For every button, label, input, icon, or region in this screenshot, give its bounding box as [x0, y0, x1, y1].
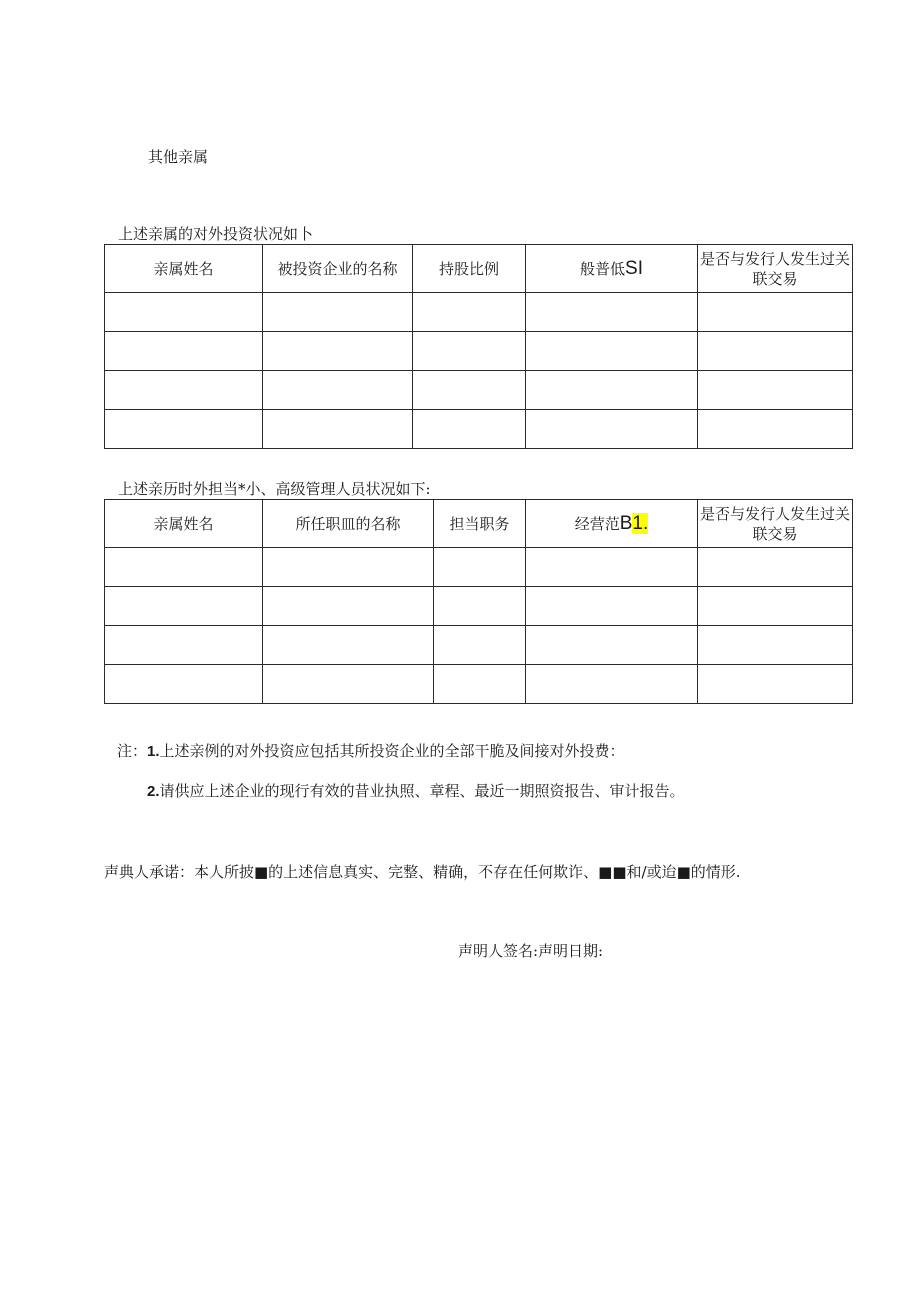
table-cell[interactable] — [526, 332, 698, 371]
header-business-scope-text: 般普低 — [580, 259, 626, 278]
table-cell[interactable] — [526, 410, 698, 449]
note-text: 上述亲例的对外投资应包括其所投资企业的全部干脆及间接对外投费： — [159, 742, 625, 760]
note-number: 1. — [147, 743, 160, 760]
note-text: 请供应上述企业的现行有效的昔业执照、章程、最近一期照资报告、审计报告。 — [159, 782, 685, 800]
table-cell[interactable] — [526, 371, 698, 410]
table-cell[interactable] — [105, 371, 263, 410]
table-row — [105, 293, 853, 332]
table-cell[interactable] — [413, 293, 526, 332]
table-cell[interactable] — [698, 587, 853, 626]
highlight-mark: 1. — [632, 512, 649, 534]
section-heading: 其他亲属 — [148, 148, 209, 166]
table-cell[interactable] — [105, 548, 263, 587]
table-cell[interactable] — [105, 332, 263, 371]
table-cell[interactable] — [698, 293, 853, 332]
table-row — [105, 548, 853, 587]
table-row — [105, 332, 853, 371]
header-business-scope — [526, 500, 698, 548]
table-cell[interactable] — [526, 665, 698, 704]
table-cell[interactable] — [263, 332, 413, 371]
position-table-caption: 上述亲历时外担当*小、高级管理人员状况如下: — [118, 480, 431, 498]
declaration-statement: 声典人承诺：本人所披■的上述信息真实、完整、精确，不存在任何欺诈、■■和/或迨■的情形. — [104, 863, 741, 881]
table-row — [105, 626, 853, 665]
position-table — [104, 499, 853, 704]
header-business-scope-suffix: B — [619, 512, 633, 534]
note-label: 注： — [117, 742, 148, 760]
header-relative-name: 亲属姓名 — [105, 245, 263, 293]
table-header-row — [105, 500, 853, 548]
table-cell[interactable] — [526, 626, 698, 665]
table-cell[interactable] — [105, 293, 263, 332]
note-item-1 — [117, 740, 625, 761]
header-business-scope-suffix: SI — [625, 257, 643, 279]
header-shareholding-ratio: 持股比例 — [413, 245, 526, 293]
table-cell[interactable] — [413, 371, 526, 410]
table-header-row — [105, 245, 853, 293]
table-cell[interactable] — [263, 626, 434, 665]
table-row — [105, 371, 853, 410]
table-cell[interactable] — [263, 371, 413, 410]
table-cell[interactable] — [526, 587, 698, 626]
table-cell[interactable] — [434, 665, 526, 704]
table-cell[interactable] — [263, 587, 434, 626]
investment-table — [104, 244, 853, 449]
table-cell[interactable] — [263, 548, 434, 587]
table-cell[interactable] — [526, 548, 698, 587]
table-cell[interactable] — [105, 626, 263, 665]
note-number: 2. — [147, 783, 160, 800]
table-cell[interactable] — [413, 410, 526, 449]
table-cell[interactable] — [698, 548, 853, 587]
header-employer-name: 所任职皿的名称 — [263, 500, 434, 548]
signature-date-line: 声明人签名:声明日期: — [458, 942, 604, 960]
header-related-transaction: 是否与发行人发生过关联交易 — [698, 500, 853, 548]
table-cell[interactable] — [263, 410, 413, 449]
table-cell[interactable] — [434, 626, 526, 665]
header-related-transaction: 是否与发行人发生过关联交易 — [698, 245, 853, 293]
investment-table-caption: 上述亲属的对外投资状况如卜 — [118, 225, 314, 243]
header-relative-name: 亲属姓名 — [105, 500, 263, 548]
table-cell[interactable] — [698, 626, 853, 665]
table-cell[interactable] — [434, 548, 526, 587]
table-cell[interactable] — [526, 293, 698, 332]
table-cell[interactable] — [698, 665, 853, 704]
note-item-2 — [147, 780, 685, 801]
table-row — [105, 587, 853, 626]
table-cell[interactable] — [263, 293, 413, 332]
table-row — [105, 665, 853, 704]
header-position-held: 担当职务 — [434, 500, 526, 548]
table-cell[interactable] — [698, 410, 853, 449]
table-cell[interactable] — [263, 665, 434, 704]
table-cell[interactable] — [105, 665, 263, 704]
header-investee-company: 被投资企业的名称 — [263, 245, 413, 293]
table-row — [105, 410, 853, 449]
table-cell[interactable] — [698, 371, 853, 410]
table-cell[interactable] — [434, 587, 526, 626]
table-cell[interactable] — [698, 332, 853, 371]
table-cell[interactable] — [105, 410, 263, 449]
header-business-scope-text: 经营范 — [574, 514, 620, 533]
header-business-scope — [526, 245, 698, 293]
table-cell[interactable] — [413, 332, 526, 371]
table-cell[interactable] — [105, 587, 263, 626]
